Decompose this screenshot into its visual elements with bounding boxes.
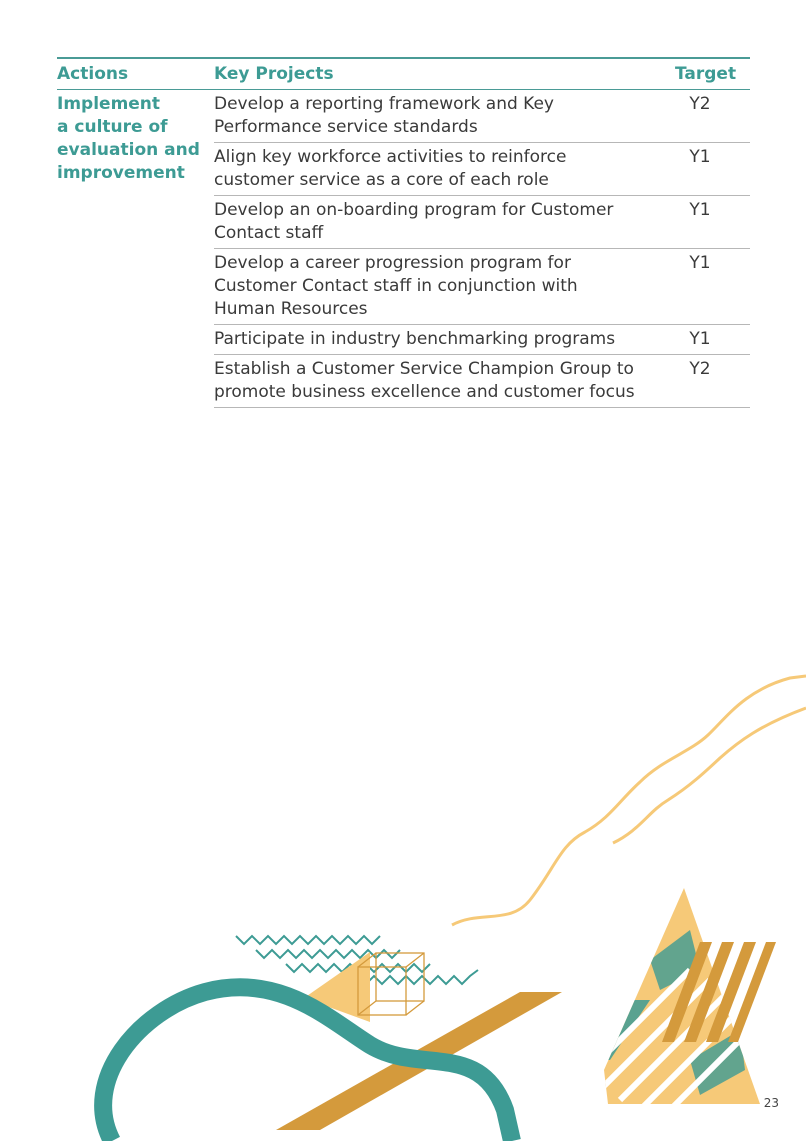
gold-wave-line	[613, 708, 806, 843]
target-value: Y1	[689, 253, 711, 273]
project-text: Participate in industry benchmarking programs	[214, 329, 616, 349]
action-cell: Implement a culture of evaluation and improvement	[57, 94, 200, 183]
teal-zigzag	[256, 950, 400, 958]
teal-zigzag	[236, 936, 380, 944]
header-actions: Actions	[57, 64, 129, 84]
project-text: Establish a Customer Service Champion Group to promote business excellence and customer focus	[214, 359, 635, 402]
target-value: Y1	[689, 329, 711, 349]
page-number: 23	[763, 1096, 779, 1110]
gold-wave-line	[452, 676, 806, 925]
header-target: Target	[675, 64, 737, 84]
project-text: Align key workforce activities to reinforce customer service as a core of each role	[214, 147, 567, 190]
target-value: Y1	[689, 200, 711, 220]
project-text: Develop a career progression program for Customer Contact staff in conjunction with Human Resources	[214, 253, 578, 319]
target-value: Y2	[689, 94, 711, 114]
target-value: Y2	[689, 359, 711, 379]
target-value: Y1	[689, 147, 711, 167]
project-text: Develop an on-boarding program for Customer Contact staff	[214, 200, 614, 243]
header-key-projects: Key Projects	[214, 64, 334, 84]
project-text: Develop a reporting framework and Key Performance service standards	[214, 94, 554, 137]
